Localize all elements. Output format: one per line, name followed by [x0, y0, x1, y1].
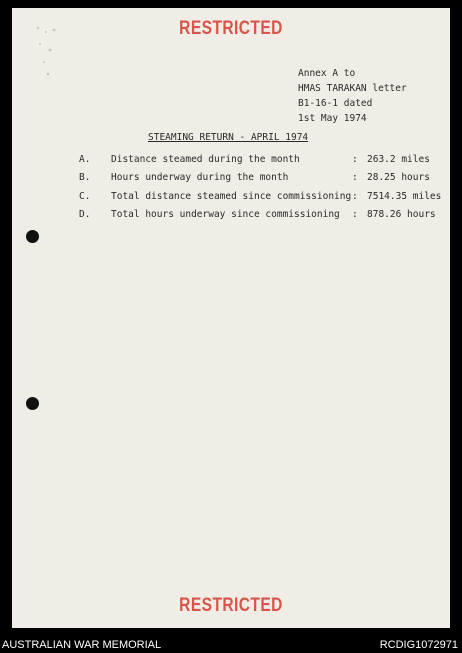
punch-hole-bottom: [26, 397, 39, 410]
row-description: Total hours underway since commissioning: [111, 209, 340, 220]
row-description: Hours underway during the month: [111, 172, 289, 183]
row-description: Distance steamed during the month: [111, 154, 300, 165]
row-letter: B.: [79, 172, 91, 183]
annex-line: HMAS TARAKAN letter: [298, 83, 407, 94]
archive-footer: [0, 628, 462, 653]
document-page: [12, 8, 450, 628]
annex-line: Annex A to: [298, 68, 356, 79]
return-row: [12, 209, 450, 225]
document-heading: STEAMING RETURN - APRIL 1974: [148, 132, 309, 143]
record-id: RCDIG1072971: [379, 639, 458, 651]
row-value: 878.26 hours: [367, 209, 436, 220]
row-colon: :: [352, 191, 358, 202]
row-letter: C.: [79, 191, 91, 202]
restricted-stamp-top: RESTRICTED: [179, 18, 283, 39]
annex-line: 1st May 1974: [298, 113, 367, 124]
return-row: [12, 172, 450, 188]
row-letter: A.: [79, 154, 91, 165]
row-value: 7514.35 miles: [367, 191, 442, 202]
annex-line: B1-16-1 dated: [298, 98, 373, 109]
row-colon: :: [352, 154, 358, 165]
row-colon: :: [352, 209, 358, 220]
row-colon: :: [352, 172, 358, 183]
return-row: [12, 191, 450, 207]
annex-reference: [298, 66, 407, 126]
archive-name: AUSTRALIAN WAR MEMORIAL: [2, 639, 162, 651]
restricted-stamp-bottom: RESTRICTED: [179, 595, 283, 616]
row-description: Total distance steamed since commissioning: [111, 191, 352, 202]
row-letter: D.: [79, 209, 91, 220]
return-row: [12, 154, 450, 170]
row-value: 263.2 miles: [367, 154, 430, 165]
row-value: 28.25 hours: [367, 172, 430, 183]
punch-hole-top: [26, 230, 39, 243]
